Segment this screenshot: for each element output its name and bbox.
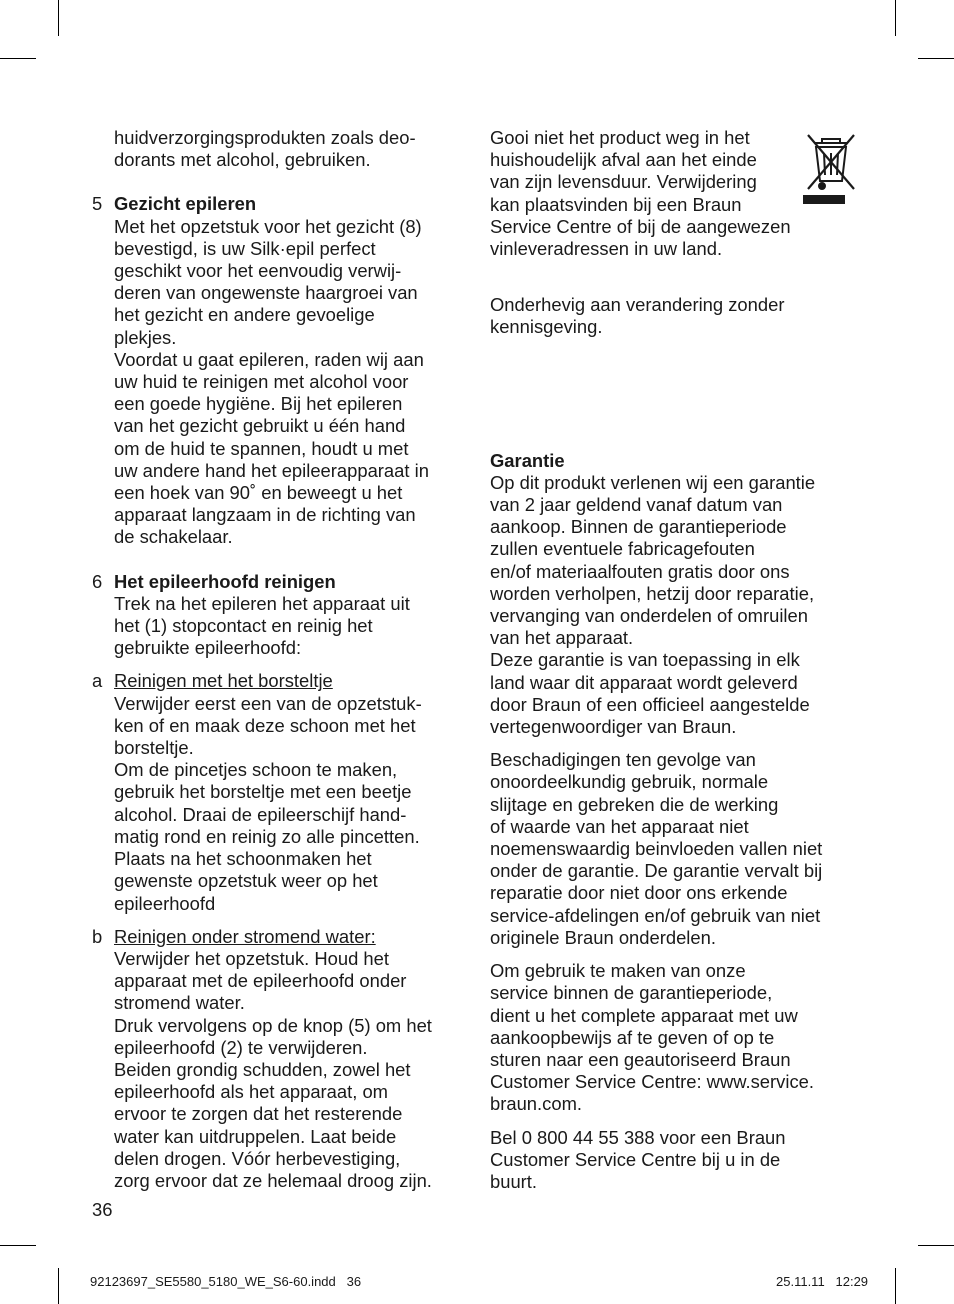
section-line: Verwijder eerst een van de opzetstuk- [114, 692, 422, 714]
garantie-line: van het apparaat. [490, 627, 634, 649]
section-line: gewenste opzetstuk weer op het [114, 870, 378, 892]
garantie-line: en/of materiaalfouten gratis door ons [490, 560, 790, 582]
notice-block [490, 294, 862, 338]
garantie-line: service binnen de garantieperiode, [490, 982, 773, 1004]
subsection-heading: Reinigen onder stromend water: [114, 925, 376, 947]
section-line: Beiden grondig schudden, zowel het [114, 1058, 411, 1080]
footer-filename: 92123697_SE5580_5180_WE_S6-60.indd 36 [90, 1274, 362, 1289]
section-line: de schakelaar. [114, 526, 233, 548]
section-5 [90, 193, 470, 548]
section-line: om de huid te spannen, houdt u met [114, 437, 409, 459]
section-line: ken of en maak deze schoon met het [114, 714, 416, 736]
garantie-line: aankoopbewijs af te geven of op te [490, 1026, 775, 1048]
page-number: 36 [92, 1199, 113, 1220]
section-line: een goede hygiëne. Bij het epileren [114, 393, 403, 415]
garantie-line: onoordeelkundig gebruik, normale [490, 771, 769, 793]
crop-mark-top-left-v [58, 0, 59, 36]
garantie-line: service-afdelingen en/of gebruik van niet [490, 904, 821, 926]
garantie-line: noemenswaardig beinvloeden vallen niet [490, 838, 823, 860]
weee-icon [800, 129, 862, 209]
section-line: ervoor te zorgen dat het resterende [114, 1103, 403, 1125]
right-column [490, 127, 862, 1193]
garantie-line: door Braun of een officieel aangestelde [490, 693, 810, 715]
crop-mark-top-right-v [895, 0, 896, 36]
garantie-line: Beschadigingen ten gevolge van [490, 749, 756, 771]
section-line: zorg ervoor dat ze helemaal droog zijn. [114, 1169, 432, 1191]
crop-mark-top-right-h [918, 58, 954, 59]
section-line: apparaat langzaam in de richting van [114, 504, 416, 526]
section-line: deren van ongewenste haargroei van [114, 282, 418, 304]
garantie-line: zullen eventuele fabricagefouten [490, 538, 755, 560]
section-line: uw andere hand het epileerapparaat in [114, 459, 429, 481]
crop-mark-bottom-right-v [895, 1268, 896, 1304]
section-line: van het gezicht gebruikt u één hand [114, 415, 406, 437]
intro-line: huidverzorgingsprodukten zoals deo- [114, 127, 416, 148]
section-line: water kan uitdruppelen. Laat beide [114, 1125, 397, 1147]
section-line: bevestigd, is uw Silk·epil perfect [114, 237, 376, 259]
section-line: Trek na het epileren het apparaat uit [114, 592, 410, 614]
section-line: alcohol. Draai de epileerschijf hand- [114, 803, 407, 825]
garantie-line: van 2 jaar geldend vanaf datum van [490, 494, 783, 516]
section-line: apparaat met de epileerhoofd onder [114, 970, 407, 992]
disposal-line: van zijn levensduur. Verwijdering [490, 171, 757, 193]
section-line: het gezicht en andere gevoelige [114, 304, 375, 326]
intro-line: dorants met alcohol, gebruiken. [114, 149, 371, 171]
section-line: uw huid te reinigen met alcohol voor [114, 371, 409, 393]
garantie-heading: Garantie [490, 449, 565, 471]
subsection-marker: a [92, 670, 103, 692]
garantie-line: Customer Service Centre bij u in de [490, 1148, 781, 1170]
section-line: matig rond en reinig zo alle pincetten. [114, 825, 420, 847]
garantie-line: Deze garantie is van toepassing in elk [490, 649, 800, 671]
section-line: geschikt voor het eenvoudig verwij- [114, 260, 402, 282]
section-line: Voordat u gaat epileren, raden wij aan [114, 348, 424, 370]
garantie-line: vertegenwoordiger van Braun. [490, 716, 737, 738]
garantie-line: Bel 0 800 44 55 388 voor een Braun [490, 1126, 786, 1148]
garantie-line: Op dit produkt verlenen wij een garantie [490, 471, 816, 493]
garantie-line: sturen naar een geautoriseerd Braun [490, 1048, 791, 1070]
section-line: Druk vervolgens op de knop (5) om het [114, 1014, 432, 1036]
subsection-a [90, 670, 470, 914]
disposal-line: Gooi niet het product weg in het [490, 127, 750, 148]
section-line: gebruikte epileerhoofd: [114, 637, 302, 659]
subsection-marker: b [92, 925, 103, 947]
garantie-line: slijtage en gebreken die de werking [490, 793, 779, 815]
section-6 [90, 571, 470, 660]
garantie-line: braun.com. [490, 1093, 582, 1115]
disposal-line: kan plaatsvinden bij een Braun [490, 193, 742, 215]
garantie-line: buurt. [490, 1170, 538, 1192]
garantie-line: Om gebruik te maken van onze [490, 960, 746, 982]
section-line: Plaats na het schoonmaken het [114, 848, 372, 870]
section-number: 5 [92, 193, 103, 215]
section-line: gebruik het borsteltje met een beetje [114, 781, 412, 803]
garantie-line: vervanging van onderdelen of omruilen [490, 605, 808, 627]
disposal-block [490, 127, 862, 260]
crop-mark-top-left-h [0, 58, 36, 59]
subsection-b [90, 926, 470, 1192]
garantie-section [490, 450, 862, 1194]
garantie-line: land waar dit apparaat wordt geleverd [490, 671, 798, 693]
section-line: epileerhoofd (2) te verwijderen. [114, 1036, 368, 1058]
crop-mark-bottom-right-h [918, 1245, 954, 1246]
garantie-line: Customer Service Centre: www.service. [490, 1071, 814, 1093]
section-number: 6 [92, 570, 103, 592]
section-line: plekjes. [114, 326, 177, 348]
disposal-line: Service Centre of bij de aangewezen [490, 215, 791, 237]
garantie-line: dient u het complete apparaat met uw [490, 1004, 798, 1026]
garantie-line: aankoop. Binnen de garantieperiode [490, 516, 787, 538]
notice-line: Onderhevig aan verandering zonder [490, 294, 785, 316]
section-line: het (1) stopcontact en reinig het [114, 615, 373, 637]
garantie-line: onder de garantie. De garantie vervalt bij [490, 860, 823, 882]
crop-mark-bottom-left-h [0, 1245, 36, 1246]
section-line: delen drogen. Vóór herbevestiging, [114, 1147, 401, 1169]
garantie-line: worden verholpen, hetzij door reparatie, [490, 582, 815, 604]
section-line: Met het opzetstuk voor het gezicht (8) [114, 215, 422, 237]
section-line: Om de pincetjes schoon te maken, [114, 759, 398, 781]
section-line: borsteltje. [114, 737, 194, 759]
garantie-line: originele Braun onderdelen. [490, 926, 716, 948]
disposal-line: vinleveradressen in uw land. [490, 238, 723, 260]
intro-block [90, 127, 470, 171]
section-heading: Gezicht epileren [114, 193, 257, 215]
section-line: een hoek van 90˚ en beweegt u het [114, 482, 403, 504]
left-column [90, 127, 470, 1192]
garantie-line: reparatie door niet door ons erkende [490, 882, 788, 904]
section-line: epileerhoofd [114, 892, 216, 914]
footer-timestamp: 25.11.11 12:29 [776, 1274, 869, 1289]
section-line: Verwijder het opzetstuk. Houd het [114, 947, 389, 969]
crop-mark-bottom-left-v [58, 1268, 59, 1304]
section-line: epileerhoofd als het apparaat, om [114, 1081, 389, 1103]
section-heading: Het epileerhoofd reinigen [114, 570, 336, 592]
section-line: stromend water. [114, 992, 245, 1014]
garantie-line: of waarde van het apparaat niet [490, 815, 749, 837]
subsection-heading: Reinigen met het borsteltje [114, 670, 333, 692]
disposal-line: huishoudelijk afval aan het einde [490, 149, 757, 171]
notice-line: kennisgeving. [490, 316, 603, 338]
